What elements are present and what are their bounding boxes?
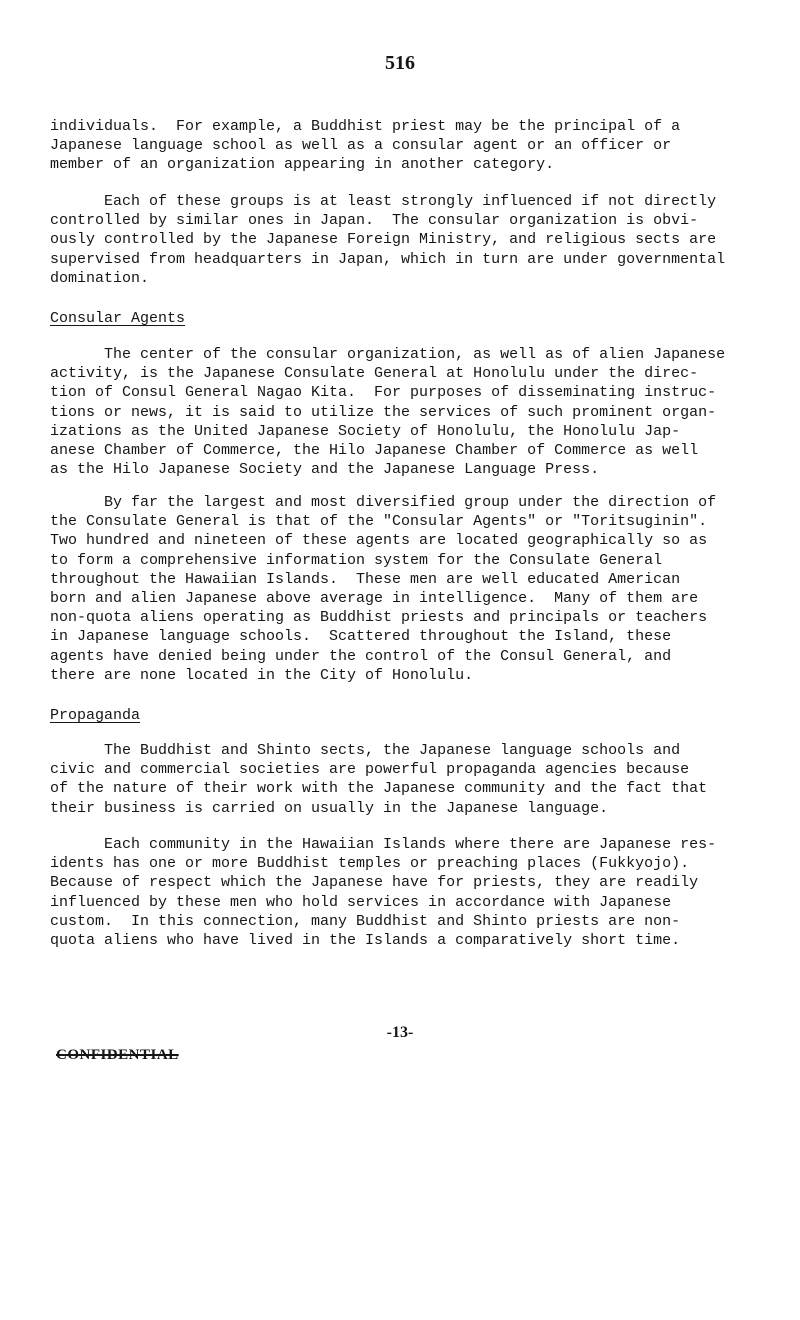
paragraph-group-influence: Each of these groups is at least strongly influenced if not directly controlled by similar ones in Japan. The consular organization is obvi- ously controlled by the Japanese Foreign Ministry, and religious sects are supervised from headquarters in Japan, which in turn are under governmental domination. bbox=[50, 193, 726, 287]
paragraph-buddhist-temples: Each community in the Hawaiian Islands where there are Japanese res- idents has one or more Buddhist temples or preaching places (Fukkyojo). Because of respect which the Japanese have for priests, they are readily influenced by these men who hold services in accordance with Japanese custom. In this connection, many Buddhist and Shinto priests are non- quota aliens who have lived in the Islands a comparatively short time. bbox=[50, 836, 717, 950]
paragraph-consular-agents: By far the largest and most diversified group under the direction of the Consulate General is that of the "Consular Agents" or "Toritsuginin". Two hundred and nineteen of these agents are located geographically so as to form a comprehensive information system for the Consulate General throughout the Hawaiian Islands. These men are well educated American born and alien Japanese above average in intelligence. Many of them are non-quota aliens operating as Buddhist priests and principals or teachers in Japanese language schools. Scattered throughout the Island, these agents have denied being under the control of the Consul General, and there are none located in the City of Honolulu. bbox=[50, 494, 717, 684]
footer-page-label: -13- bbox=[386, 1024, 414, 1041]
section-heading-propaganda: Propaganda bbox=[50, 707, 141, 724]
section-heading-consular-agents: Consular Agents bbox=[50, 310, 186, 327]
paragraph-propaganda-agencies: The Buddhist and Shinto sects, the Japanese language schools and civic and commercial societies are powerful propaganda agencies because of the nature of their work with the Japanese community and the fact that their business is carried on usually in the Japanese language. bbox=[50, 742, 708, 817]
paragraph-consulate-center: The center of the consular organization, as well as of alien Japanese activity, is the Japanese Consulate General at Honolulu under the direc- tion of Consul General Nagao Kita. For purposes of disseminating instruc- tions or news, it is said to utilize the services of such prominent organ- izations as the United Japanese Society of Honolulu, the Honolulu Jap- anese Chamber of Commerce, the Hilo Japanese Chamber of Commerce as well as the Hilo Japanese Society and the Japanese Language Press. bbox=[50, 346, 726, 479]
paragraph-intro-continuation: individuals. For example, a Buddhist priest may be the principal of a Japanese language school as well as a consular agent or an officer or member of an organization appearing in another category. bbox=[50, 118, 681, 174]
page-number: 516 bbox=[385, 52, 415, 74]
confidential-stamp: CONFIDENTIAL bbox=[56, 1047, 179, 1063]
